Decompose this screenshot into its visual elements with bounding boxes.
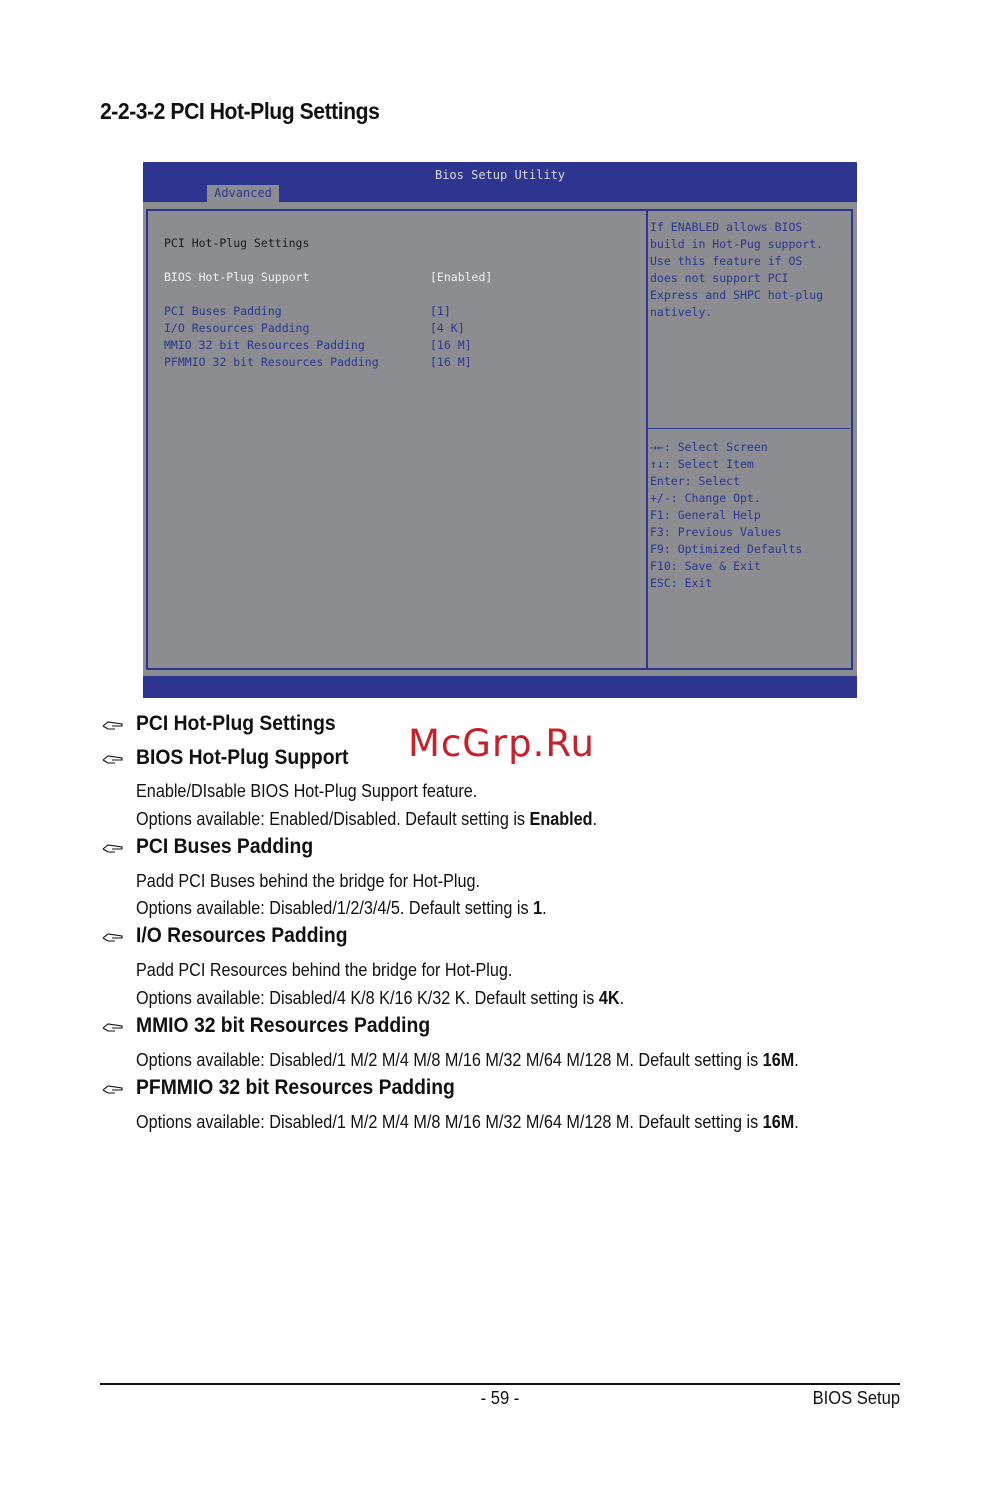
section-title: PCI Buses Padding — [136, 835, 314, 858]
section-options: Options available: Disabled/1 M/2 M/4 M/8 M/16 M/32 M/64 M/128 M. Default setting is 16M. — [136, 1050, 799, 1070]
pointing-hand-icon — [102, 1084, 124, 1096]
pointing-hand-icon — [102, 720, 124, 732]
footer-section-name: BIOS Setup — [812, 1388, 900, 1408]
page-title: 2-2-3-2 PCI Hot-Plug Settings — [100, 98, 380, 124]
section-title: I/O Resources Padding — [136, 924, 348, 947]
bios-item-label[interactable]: BIOS Hot-Plug Support — [164, 270, 310, 284]
bios-item-label[interactable]: I/O Resources Padding — [164, 321, 310, 335]
bios-item-value[interactable]: [16 M] — [430, 338, 472, 352]
footer-divider — [100, 1383, 900, 1385]
bios-item-label[interactable]: PCI Buses Padding — [164, 304, 282, 318]
bios-item-label[interactable]: MMIO 32 bit Resources Padding — [164, 338, 365, 352]
pointing-hand-icon — [102, 843, 124, 855]
bios-title: Bios Setup Utility — [434, 168, 566, 182]
bios-item-value[interactable]: [16 M] — [430, 355, 472, 369]
watermark: McGrp.Ru — [408, 722, 595, 765]
section-description: Enable/DIsable BIOS Hot-Plug Support feature. — [136, 781, 478, 801]
bios-screenshot — [143, 162, 857, 698]
pointing-hand-icon — [102, 1022, 124, 1034]
section-title: PCI Hot-Plug Settings — [136, 712, 336, 735]
bios-status-bar — [143, 676, 857, 698]
bios-section-title: PCI Hot-Plug Settings — [164, 236, 310, 250]
pointing-hand-icon — [102, 932, 124, 944]
section-options: Options available: Disabled/1/2/3/4/5. Default setting is 1. — [136, 898, 547, 918]
bios-key-legend: →←: Select Screen ↑↓: Select Item Enter: Select +/-: Change Opt. F1: General Help F3: Previous Values F9: Optimized Defaults F10: Save & Exit ESC: Exit — [650, 440, 803, 590]
section-options: Options available: Disabled/4 K/8 K/16 K/32 K. Default setting is 4K. — [136, 988, 625, 1008]
section-description: Padd PCI Buses behind the bridge for Hot-Plug. — [136, 871, 481, 891]
section-description: Padd PCI Resources behind the bridge for Hot-Plug. — [136, 960, 513, 980]
bios-help-text: If ENABLED allows BIOS build in Hot-Pug support. Use this feature if OS does not support PCI Express and SHPC hot-plug natively. — [650, 220, 824, 319]
bios-item-value[interactable]: [1] — [430, 304, 451, 318]
bios-item-label[interactable]: PFMMIO 32 bit Resources Padding — [164, 355, 379, 369]
section-options: Options available: Disabled/1 M/2 M/4 M/8 M/16 M/32 M/64 M/128 M. Default setting is 16M. — [136, 1112, 799, 1132]
section-title: BIOS Hot-Plug Support — [136, 746, 349, 769]
section-options: Options available: Enabled/Disabled. Default setting is Enabled. — [136, 809, 598, 829]
page-number: - 59 - — [480, 1388, 520, 1408]
bios-help-divider — [647, 428, 850, 429]
section-title: PFMMIO 32 bit Resources Padding — [136, 1076, 455, 1099]
pointing-hand-icon — [102, 754, 124, 766]
tab-advanced[interactable]: Advanced — [207, 185, 279, 202]
bios-item-value[interactable]: [Enabled] — [430, 270, 493, 284]
section-title: MMIO 32 bit Resources Padding — [136, 1014, 431, 1037]
bios-item-value[interactable]: [4 K] — [430, 321, 465, 335]
